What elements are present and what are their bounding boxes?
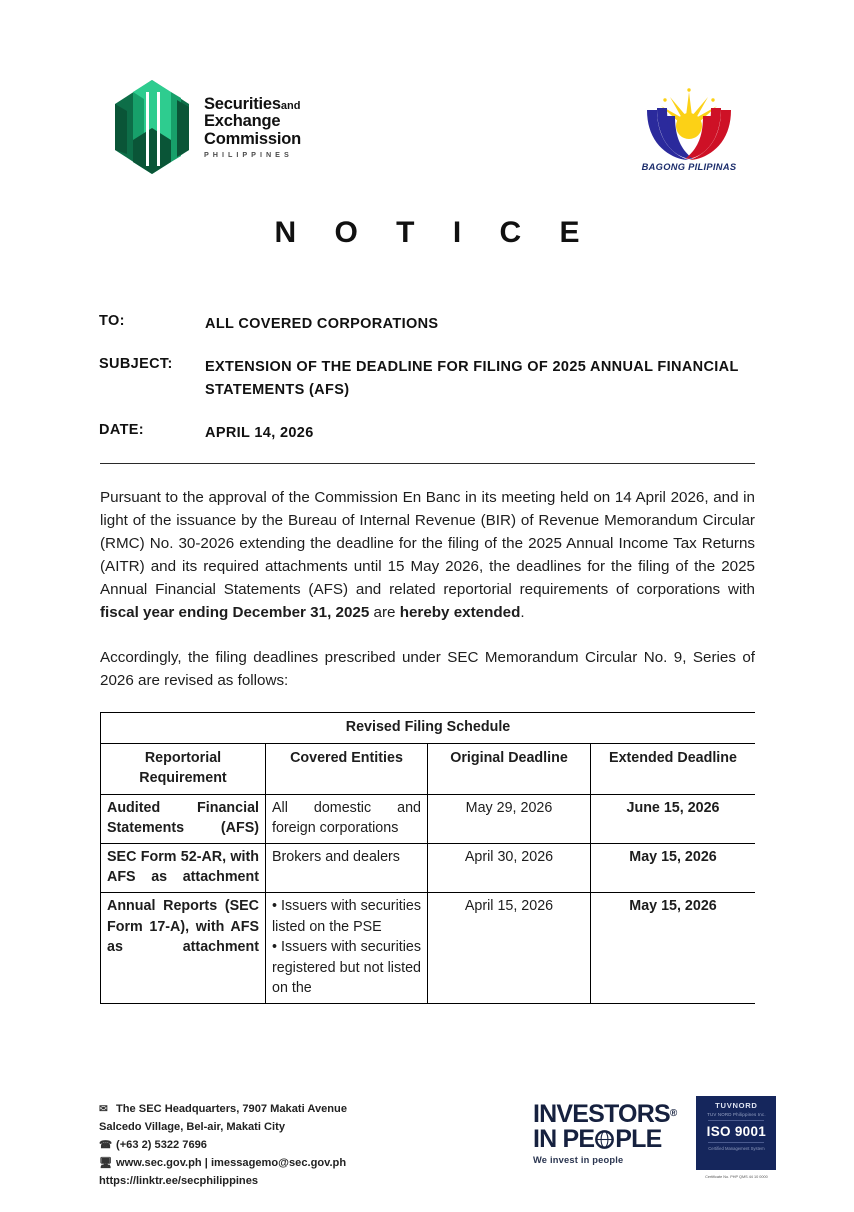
footer-address-line-2 bbox=[99, 1119, 499, 1137]
iip-line-2: IN PE PLE bbox=[533, 1124, 662, 1153]
sec-wordmark-country: PHILIPPINES bbox=[204, 149, 293, 159]
masthead bbox=[0, 78, 854, 193]
monitor-icon: 🖥 bbox=[99, 1156, 113, 1169]
memo-field-date bbox=[99, 422, 759, 445]
footer-phone: (+63 2) 5322 7696 bbox=[116, 1138, 207, 1151]
memo-field-subject bbox=[99, 356, 759, 402]
envelope-icon: ✉ bbox=[99, 1103, 108, 1115]
sec-wordmark-line-2: Exchange bbox=[204, 112, 281, 131]
column-header-extended-deadline: Extended Deadline bbox=[591, 743, 756, 794]
row-2-requirement: SEC Form 52-AR, with AFS as attachment bbox=[101, 843, 266, 892]
table-caption: Revised Filing Schedule bbox=[101, 713, 756, 744]
column-header-original-deadline: Original Deadline bbox=[428, 743, 591, 794]
para1-bold-hereby-extended: hereby extended bbox=[399, 604, 521, 622]
table-row bbox=[101, 794, 756, 843]
iip-line-1: INVESTORS ® bbox=[533, 1100, 677, 1128]
memo-field-to-label: TO: bbox=[99, 313, 125, 329]
body-paragraph-2: Accordingly, the filing deadlines prescribed under SEC Memorandum Circular No. 9, Series of 2026 are revised as follows: bbox=[100, 648, 755, 689]
header-divider-rule bbox=[100, 463, 755, 464]
memo-field-to-value: ALL COVERED CORPORATIONS bbox=[205, 316, 439, 332]
iso-certificate-number: Certificate No. PHP QMS 44 10 0000 bbox=[705, 1175, 768, 1179]
iso-standard: ISO 9001 bbox=[706, 1124, 767, 1139]
globe-o-icon bbox=[595, 1129, 614, 1148]
memo-field-date-value: APRIL 14, 2026 bbox=[205, 424, 314, 441]
bagong-pilipinas-logo bbox=[634, 86, 744, 172]
revised-filing-schedule-table-wrap bbox=[100, 712, 755, 1061]
body-paragraph-1 bbox=[100, 486, 755, 625]
iip-tagline: We invest in people bbox=[533, 1155, 624, 1165]
row-2-extended-deadline: May 15, 2026 bbox=[591, 843, 756, 892]
iso-brand: TUVNORD bbox=[715, 1101, 758, 1110]
memo-field-date-label: DATE: bbox=[99, 421, 144, 438]
bagong-pilipinas-mark bbox=[639, 86, 739, 160]
para1-segment-2: are bbox=[369, 604, 400, 622]
memo-field-to bbox=[99, 313, 759, 336]
column-header-requirement: Reportorial Requirement bbox=[101, 743, 266, 794]
iso-9001-badge bbox=[696, 1096, 776, 1179]
table-header-row bbox=[101, 743, 756, 794]
row-3-requirement: Annual Reports (SEC Form 17-A), with AFS as attachment bbox=[101, 893, 266, 1004]
list-item: • Issuers with securities listed on the PSE bbox=[272, 896, 421, 937]
bagong-pilipinas-caption: BAGONG PILIPINAS bbox=[641, 162, 737, 172]
row-3-entities-bullet-list bbox=[272, 896, 421, 999]
telephone-icon: ☎ bbox=[99, 1138, 113, 1151]
iso-divider-top bbox=[708, 1120, 764, 1121]
sec-wordmark-line-1: Securitiesand bbox=[204, 94, 301, 113]
footer-linktree-line[interactable] bbox=[99, 1173, 499, 1191]
row-1-original-deadline: May 29, 2026 bbox=[428, 794, 591, 843]
revised-filing-schedule-table bbox=[100, 712, 755, 1004]
row-3-extended-deadline: May 15, 2026 bbox=[591, 893, 756, 1004]
footer-contact-block bbox=[99, 1101, 499, 1191]
table-row bbox=[101, 893, 756, 1004]
footer-address-line bbox=[99, 1101, 499, 1119]
table-caption-row bbox=[101, 713, 756, 744]
row-2-original-deadline: April 30, 2026 bbox=[428, 843, 591, 892]
row-2-entities: Brokers and dealers bbox=[266, 843, 428, 892]
investors-in-people-logo bbox=[533, 1096, 676, 1165]
column-header-entities: Covered Entities bbox=[266, 743, 428, 794]
footer-web-line[interactable] bbox=[99, 1155, 499, 1173]
footer-web-email[interactable]: www.sec.gov.ph | imessagemo@sec.gov.ph bbox=[116, 1156, 347, 1169]
para1-segment-3: . bbox=[520, 604, 525, 622]
row-1-entities: All domestic and foreign corporations bbox=[266, 794, 428, 843]
sec-wordmark bbox=[204, 96, 301, 159]
memo-header-fields bbox=[99, 313, 759, 445]
list-item: • Issuers with securities registered but not listed on the bbox=[272, 937, 421, 999]
row-3-original-deadline: April 15, 2026 bbox=[428, 893, 591, 1004]
para1-segment-1: Pursuant to the approval of the Commission En Banc in its meeting held on 14 April 2026, and in light of the issuance by the Bureau of Internal Revenue (BIR) of Revenue Memorandum Circular (RMC) No. 30-2026 extending the deadline for the filing of the 2025 Annual Income Tax Returns (AITR) and its required attachments until 15 May 2026, the deadlines for the filing of the 2025 Annual Financial Statements (AFS) and related reportorial requirements of corporations with bbox=[100, 489, 755, 599]
row-1-extended-deadline: June 15, 2026 bbox=[591, 794, 756, 843]
footer-phone-line bbox=[99, 1137, 499, 1155]
sec-logo bbox=[113, 78, 301, 176]
table-row bbox=[101, 843, 756, 892]
iso-divider-bottom bbox=[708, 1142, 764, 1143]
memo-field-subject-value: EXTENSION OF THE DEADLINE FOR FILING OF 2025 ANNUAL FINANCIAL STATEMENTS (AFS) bbox=[205, 358, 739, 398]
memo-field-subject-label: SUBJECT: bbox=[99, 355, 173, 372]
page-footer bbox=[0, 1096, 854, 1212]
sec-wordmark-line-3: Commission bbox=[204, 129, 302, 148]
footer-linktree[interactable]: https://linktr.ee/secphilippines bbox=[99, 1174, 259, 1187]
iso-scope: Certified Management System bbox=[708, 1146, 765, 1151]
footer-badges bbox=[533, 1096, 776, 1179]
sec-hexagon-mark bbox=[113, 78, 191, 176]
row-3-entities bbox=[266, 893, 428, 1004]
row-1-requirement: Audited Financial Statements (AFS) bbox=[101, 794, 266, 843]
footer-address-2: Salcedo Village, Bel-air, Makati City bbox=[99, 1120, 285, 1133]
iso-subtitle: TUV NORD Philippines Inc. bbox=[707, 1112, 766, 1117]
footer-address-1: The SEC Headquarters, 7907 Makati Avenue bbox=[116, 1103, 348, 1115]
page-title: N O T I C E bbox=[274, 216, 595, 249]
body-copy bbox=[100, 486, 755, 692]
registered-mark-icon: ® bbox=[669, 1108, 677, 1120]
para1-bold-fiscal-year: fiscal year ending December 31, 2025 bbox=[100, 604, 370, 622]
